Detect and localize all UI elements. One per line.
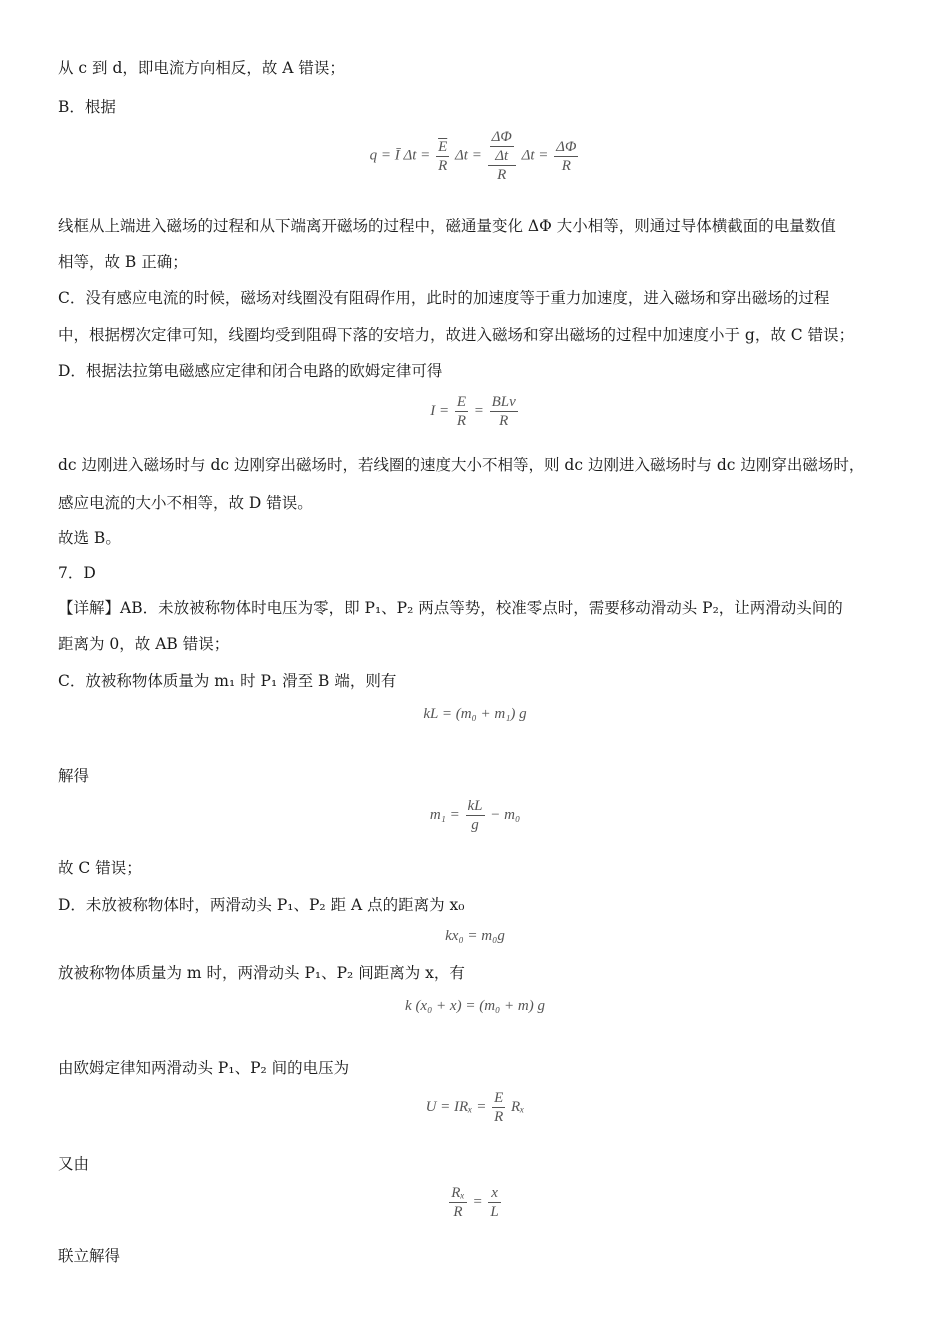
text-line-9: 感应电流的大小不相等，故 D 错误。: [58, 494, 313, 512]
eq8-frac-x-l: $\frac{x}{L}$: [490, 1185, 499, 1220]
equation-m1: m₁ = $\frac{kL}{g}$ − m₀: [429, 798, 521, 833]
text-line-21: 联立解得: [58, 1247, 121, 1265]
text-line-14: C．放被称物体质量为 m₁ 时 P₁ 滑至 B 端，则有: [58, 672, 397, 690]
equation-kx: k (x₀ + x) = (m₀ + m) g: [405, 998, 545, 1014]
equation-kx0: kx₀ = m₀g: [445, 928, 505, 944]
eq2-frac-e-r: $\frac{E}{R}$: [456, 394, 466, 429]
equation-ratio: $\frac{\text{Rₓ}}{R}$ = $\frac{x}{L}$: [451, 1185, 499, 1220]
equation-kl: kL = (m₀ + m₁) g: [423, 706, 527, 722]
text-line-18: 放被称物体质量为 m 时，两滑动头 P₁、P₂ 间距离为 x，有: [58, 964, 465, 982]
text-line-1: 从 c 到 d，即电流方向相反，故 A 错误；: [58, 59, 345, 77]
eq2-frac-blv-r: BLv R: [491, 394, 516, 429]
text-line-13: 距离为 0，故 AB 错误；: [58, 635, 230, 653]
eq4-frac-kl-g: $\frac{kL}{g}$: [467, 798, 483, 833]
eq1-frac-dphi-dt-r: $\frac{\frac{\Delta\Phi}{\Delta t}}{R}$: [488, 128, 516, 184]
eq1-frac-e-r: $\frac{\overline{E}}{R}$: [438, 138, 448, 174]
text-line-16: 故 C 错误；: [58, 859, 142, 877]
text-line-6: 中，根据楞次定律可知，线圈均受到阻碍下落的安培力，故进入磁场和穿出磁场的过程中加速度小于 g，故 C 错误；: [58, 326, 855, 344]
text-line-11: 7．D: [58, 564, 96, 582]
equation-charge: [0, 128, 950, 184]
text-line-3: 线框从上端进入磁场的过程和从下端离开磁场的过程中，磁通量变化 ΔΦ 大小相等，则通过导体横截面的电量数值: [58, 217, 836, 235]
eq1-lhs: q = Ī Δt =: [369, 147, 431, 164]
eq8-frac-rx-r: $\frac{\text{Rₓ}}{R}$: [451, 1185, 465, 1220]
equation-u: U = IRₓ = $\frac{E}{R}$ Rₓ: [425, 1090, 525, 1125]
text-line-8: dc 边刚进入磁场时与 dc 边刚穿出磁场时，若线圈的速度大小不相等，则 dc 边刚进入磁场时与 dc 边刚穿出磁场时，: [58, 456, 865, 474]
eq7-frac-e-r: $\frac{E}{R}$: [494, 1090, 504, 1125]
text-line-15: 解得: [58, 767, 90, 785]
text-line-20: 又由: [58, 1155, 90, 1173]
text-line-12: 【详解】AB．未放被称物体时电压为零，即 P₁、P₂ 两点等势，校准零点时，需要移动滑动头 P₂，让两滑动头间的: [58, 599, 843, 617]
text-line-4: 相等，故 B 正确；: [58, 253, 188, 271]
text-line-10: 故选 B。: [58, 529, 121, 547]
text-line-7: D．根据法拉第电磁感应定律和闭合电路的欧姆定律可得: [58, 362, 443, 380]
text-line-2: B．根据: [58, 98, 116, 116]
text-line-19: 由欧姆定律知两滑动头 P₁、P₂ 间的电压为: [58, 1059, 350, 1077]
eq1-mid2: Δt =: [521, 147, 549, 164]
eq1-frac-dphi-r: $\frac{\Delta\Phi}{R}$: [556, 138, 577, 174]
eq1-mid: Δt =: [454, 147, 482, 164]
text-line-17: D．未放被称物体时，两滑动头 P₁、P₂ 距 A 点的距离为 x₀: [58, 896, 465, 914]
text-line-5: C．没有感应电流的时候，磁场对线圈没有阻碍作用，此时的加速度等于重力加速度，进入磁场和穿出磁场的过程: [58, 289, 830, 307]
equation-current: I = $\frac{E}{R}$ = BLv R: [430, 394, 516, 429]
